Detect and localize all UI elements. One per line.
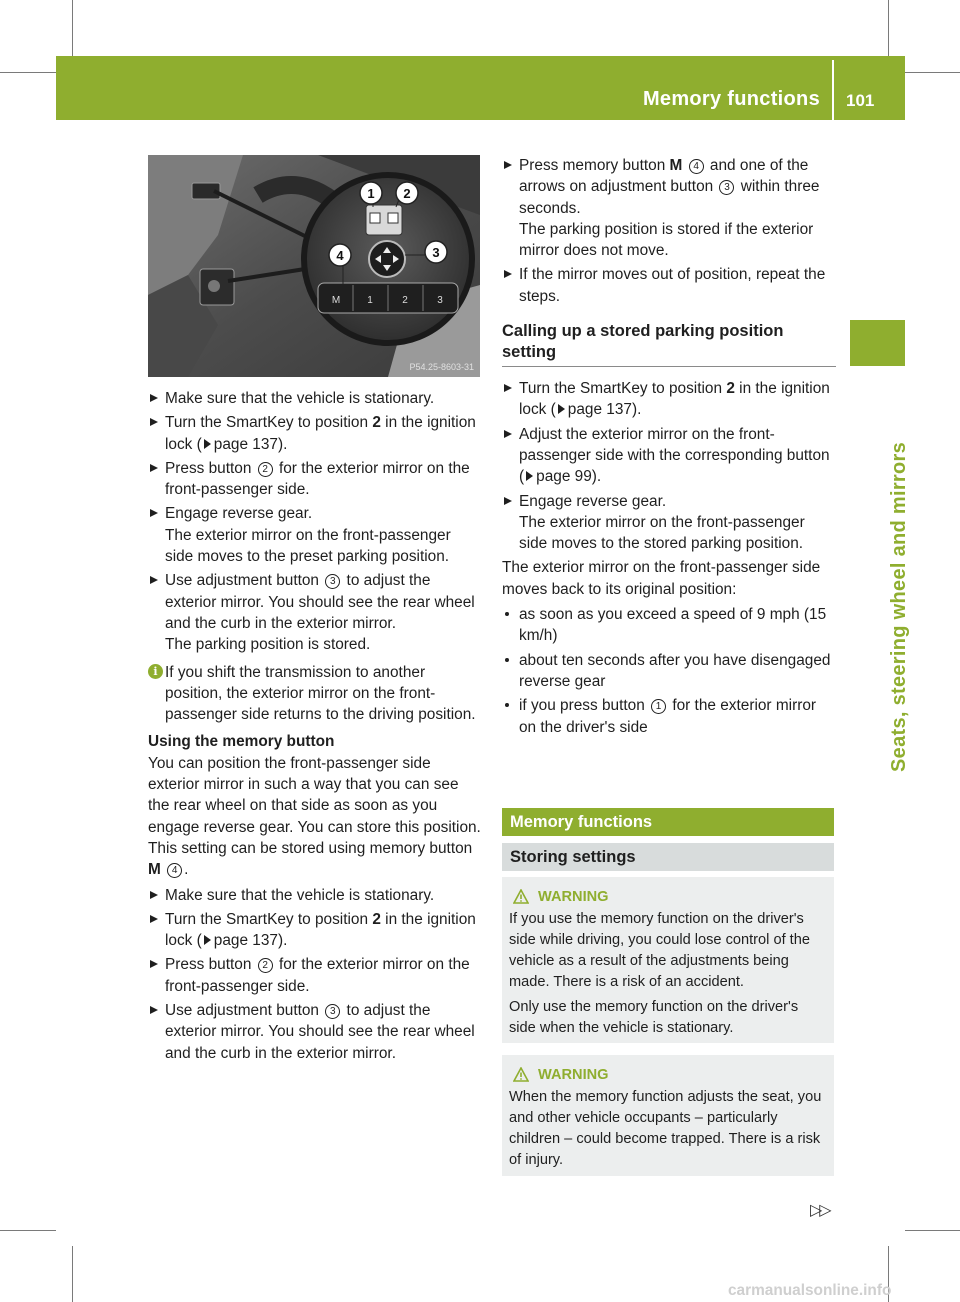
step: Adjust the exterior mirror on the front-passenger side with the corresponding button ( page 99). bbox=[502, 424, 836, 488]
list-item: as soon as you exceed a speed of 9 mph (15 km/h) bbox=[502, 604, 836, 647]
mem-button-m: M bbox=[331, 295, 341, 306]
step: Make sure that the vehicle is stationary. bbox=[148, 388, 482, 409]
circled-4-icon: 4 bbox=[689, 159, 704, 174]
page-ref-icon bbox=[526, 471, 533, 481]
circled-2-icon: 2 bbox=[258, 958, 273, 973]
page-ref-link[interactable]: page 99). bbox=[536, 468, 602, 486]
page-ref-link[interactable]: page 137). bbox=[213, 932, 288, 950]
crop-mark bbox=[888, 0, 889, 56]
circled-3-icon: 3 bbox=[325, 1004, 340, 1019]
callout-4: 4 bbox=[336, 248, 344, 263]
circled-4-icon: 4 bbox=[167, 863, 182, 878]
page-ref-link[interactable]: page 137). bbox=[213, 435, 288, 453]
warning-heading: WARNING bbox=[509, 887, 826, 908]
warning-box bbox=[502, 877, 834, 1043]
circled-3-icon: 3 bbox=[325, 574, 340, 589]
step: Press memory button M 4 and one of the arrows on adjustment button 3 within three seconds. The parking position is stored if the exterior mirror does not move. bbox=[502, 155, 836, 261]
figure-door-panel bbox=[148, 155, 480, 377]
callout-3: 3 bbox=[432, 245, 440, 260]
step: Engage reverse gear. The exterior mirror on the front-passenger side moves to the preset parking position. bbox=[148, 503, 482, 567]
page-ref-link[interactable]: page 137). bbox=[567, 401, 642, 419]
step: If the mirror moves out of position, repeat the steps. bbox=[502, 264, 836, 307]
list-item: if you press button 1 for the exterior mirror on the driver's side bbox=[502, 695, 836, 738]
subheading: Using the memory button bbox=[148, 733, 335, 751]
circled-3-icon: 3 bbox=[719, 180, 734, 195]
crop-mark bbox=[905, 72, 960, 73]
callout-2: 2 bbox=[403, 186, 411, 201]
continue-mark: ▷▷ bbox=[810, 1202, 829, 1219]
mem-button-1: 1 bbox=[367, 295, 373, 306]
paragraph: The exterior mirror on the front-passenger side moves back to its original position: bbox=[502, 559, 821, 598]
right-column bbox=[502, 155, 836, 741]
warning-text: Only use the memory function on the driver's side when the vehicle is stationary. bbox=[509, 999, 799, 1036]
warning-text: If you use the memory function on the driver's side while driving, you could lose control of the vehicle as a result of the adjustments being made. There is a risk of an accident. bbox=[509, 911, 810, 990]
watermark: carmanualsonline.info bbox=[728, 1282, 892, 1299]
section-band-memory-functions: Memory functions bbox=[502, 808, 834, 836]
crop-mark bbox=[72, 0, 73, 56]
mem-button-2: 2 bbox=[402, 295, 408, 306]
step: Make sure that the vehicle is stationary. bbox=[148, 885, 482, 906]
warning-triangle-icon bbox=[513, 889, 529, 904]
header-divider bbox=[832, 60, 834, 120]
page-number: 101 bbox=[846, 91, 875, 110]
door-panel-illustration bbox=[148, 155, 480, 377]
circled-1-icon: 1 bbox=[651, 699, 666, 714]
info-icon: i bbox=[148, 664, 163, 679]
step: Press button 2 for the exterior mirror on the front-passenger side. bbox=[148, 954, 482, 997]
paragraph: You can position the front-passenger side exterior mirror in such a way that you can see the rear wheel on that side as soon as you engage reverse gear. You can store this position. This setting can be stored using memory button M 4 . bbox=[148, 754, 481, 879]
step: Use adjustment button 3 to adjust the exterior mirror. You should see the rear wheel and the curb in the exterior mirror. bbox=[148, 1000, 482, 1064]
crop-mark bbox=[0, 72, 56, 73]
section-heading: Calling up a stored parking position setting bbox=[502, 321, 836, 367]
crop-mark bbox=[0, 1230, 56, 1231]
crop-mark bbox=[72, 1246, 73, 1302]
chapter-label: Seats, steering wheel and mirrors bbox=[888, 441, 910, 772]
page-ref-icon bbox=[204, 935, 211, 945]
step: Turn the SmartKey to position 2 in the ignition lock ( page 137). bbox=[148, 412, 482, 455]
step: Press button 2 for the exterior mirror on the front-passenger side. bbox=[148, 458, 482, 501]
mem-button-3: 3 bbox=[437, 295, 443, 306]
page-title: Memory functions bbox=[642, 88, 820, 110]
list-item: about ten seconds after you have disengaged reverse gear bbox=[502, 650, 836, 693]
circled-2-icon: 2 bbox=[258, 462, 273, 477]
figure-code: P54.25-8603-31 bbox=[409, 362, 474, 372]
chapter-tab bbox=[850, 320, 905, 366]
info-note: i If you shift the transmission to another position, the exterior mirror on the front-passenger side returns to the driving position. bbox=[148, 662, 482, 726]
warning-triangle-icon bbox=[513, 1067, 529, 1082]
warning-text: When the memory function adjusts the seat, you and other vehicle occupants – particularly children – could become trapped. There is a risk of injury. bbox=[509, 1089, 822, 1168]
crop-mark bbox=[905, 1230, 960, 1231]
step: Turn the SmartKey to position 2 in the ignition lock ( page 137). bbox=[148, 909, 482, 952]
step: Use adjustment button 3 to adjust the exterior mirror. You should see the rear wheel and the curb in the exterior mirror. The parking position is stored. bbox=[148, 570, 482, 655]
step: Turn the SmartKey to position 2 in the ignition lock ( page 137). bbox=[502, 378, 836, 421]
callout-1: 1 bbox=[367, 186, 375, 201]
left-column bbox=[148, 388, 482, 1067]
page-ref-icon bbox=[204, 439, 211, 449]
step: Engage reverse gear. The exterior mirror on the front-passenger side moves to the stored parking position. bbox=[502, 491, 836, 555]
warning-heading: WARNING bbox=[509, 1065, 826, 1086]
page-ref-icon bbox=[558, 404, 565, 414]
subsection-band-storing-settings: Storing settings bbox=[502, 843, 834, 871]
warning-box bbox=[502, 1055, 834, 1176]
